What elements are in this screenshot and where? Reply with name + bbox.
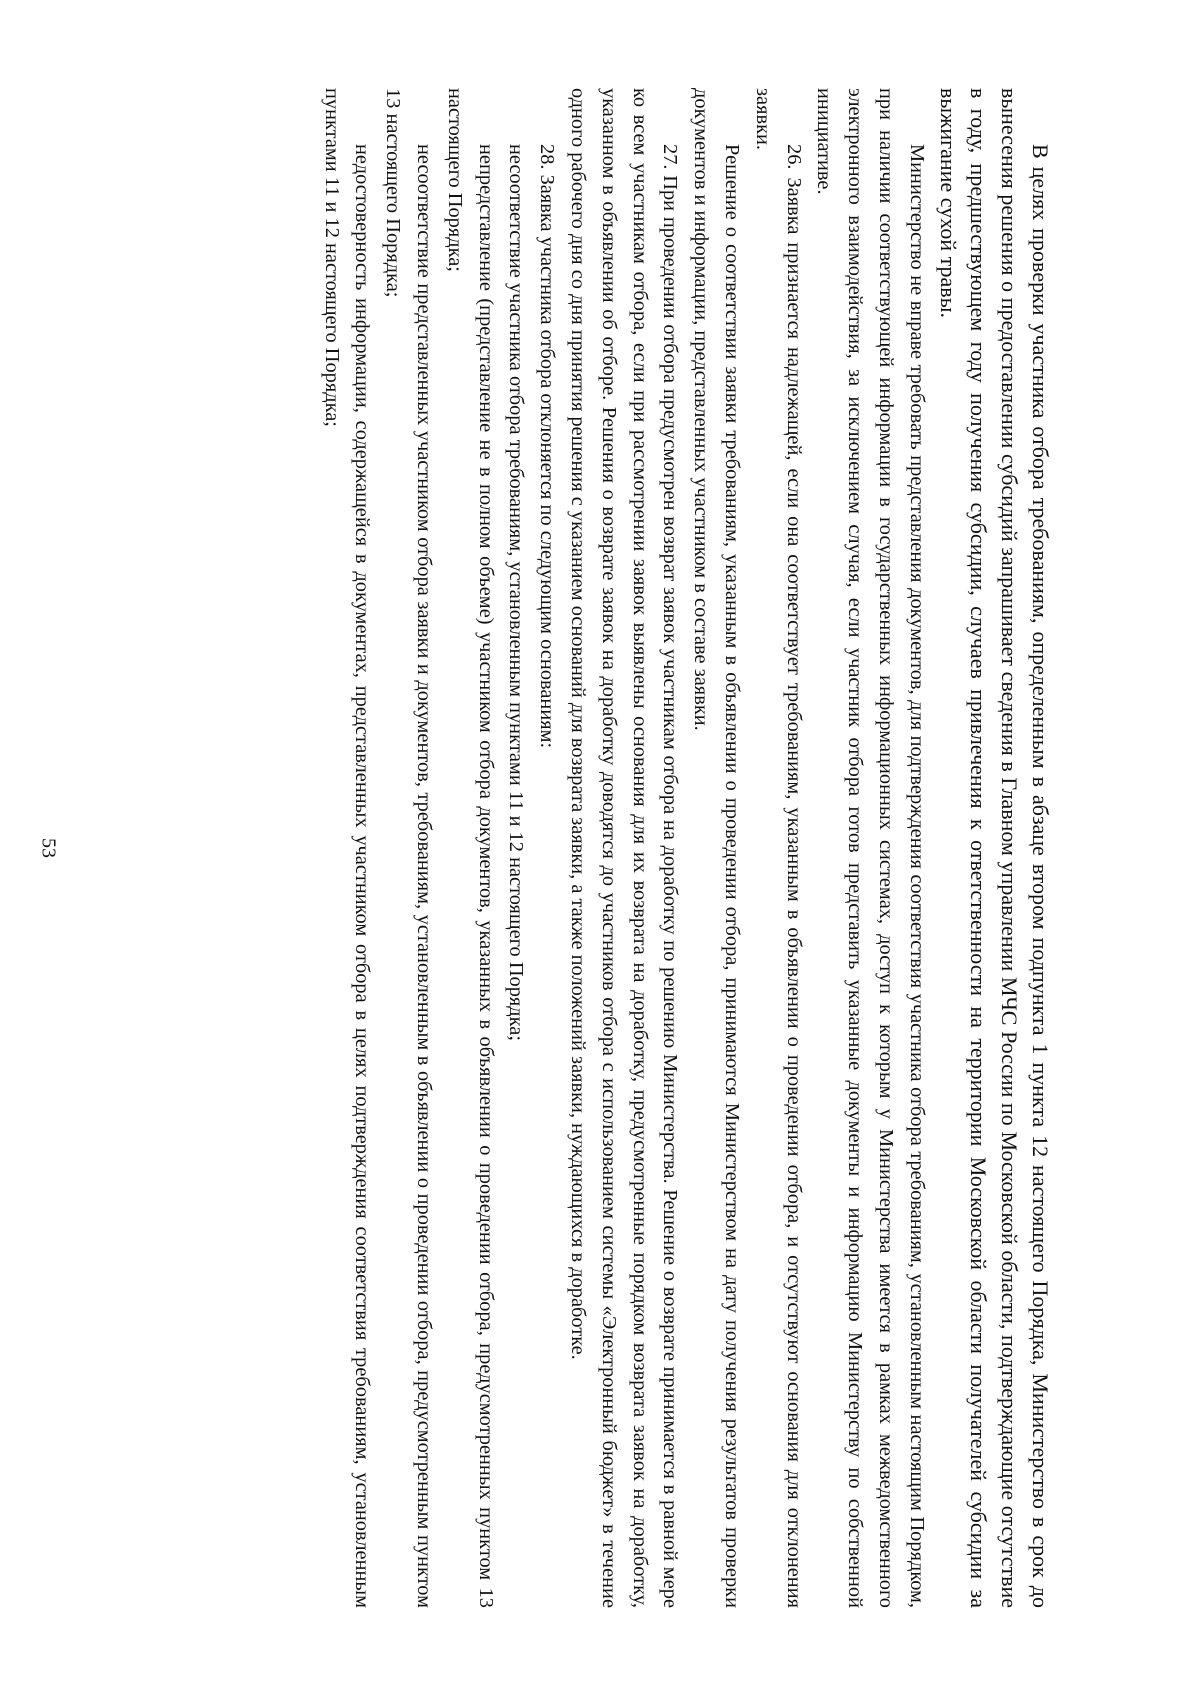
list-item-non-compliance: несоответствие представленных участником отбора заявки и документов, требованиям, установленным в объявлении о проведении отбора, предусмотренным пунктом 13 настоящего Порядка; — [382, 88, 436, 1608]
page-number: 53 — [37, 838, 60, 858]
list-item-requirements: несоответствие участника отбора требованиям, установленным пунктами 11 и 12 настоящего Порядка; — [505, 144, 528, 1041]
list-item-non-submission: непредставление (представление не в полном объеме) участником отбора документов, указанных в объявлении о проведении отбора, предусмотренных пунктом 13 настоящего Порядка; — [443, 88, 497, 1608]
document-body — [145, 88, 1055, 1608]
paragraph-26: 26. Заявка признается надлежащей, если она соответствует требованиям, указанным в объявлении о проведении отбора, и отсутствуют основания для отклонения заявки. — [751, 88, 805, 1608]
paragraph-ministry-documents: Министерство не вправе требовать представления документов, для подтверждения соответствия участника отбора требованиям, установленным настоящим Порядком, при наличии соответствующей информации в государственных информационных системах, доступ к которым у Министерства имеется в рамках межведомственного электронного взаимодействия, за исключением случая, если участник отбора готов представить указанные документы и информацию Министерству по собственной инициативе. — [813, 88, 928, 1608]
paragraph-27: 27. При проведении отбора предусмотрен возврат заявок участникам отбора на доработку по решению Министерства. Решение о возврате принимается в равной мере ко всем участникам отбора, если при рассмотрении заявок выявлены основания для их возврата на доработку, предусмотренные порядком возврата заявок на доработку, указанном в объявлении об отборе. Решения о возврате заявок на доработку доводятся до участников отбора с использованием системы «Электронный бюджет» в течение одного рабочего дня со дня принятия решения с указанием оснований для возврата заявки, а также положений заявки, нуждающихся в доработке. — [567, 88, 682, 1608]
paragraph-decision: Решение о соответствии заявки требованиям, указанным в объявлении о проведении отбора, принимаются Министерством на дату получения результатов проверки документов и информации, представленных участником в составе заявки. — [690, 88, 744, 1608]
paragraph-28: 28. Заявка участника отбора отклоняется по следующим основаниям: — [536, 144, 559, 749]
list-item-inaccuracy: недостоверность информации, содержащейся в документах, представленных участником отбора в целях подтверждения соответствия требованиям, установленным пунктами 11 и 12 настоящего Порядка; — [320, 88, 374, 1608]
paragraph-subsidy-verification: В целях проверки участника отбора требованиям, определенным в абзаце втором подпункта 1 пункта 12 настоящего Порядка, Министерство в срок до вынесения решения о предоставлении субсидий запрашивает сведения в Главном управлении МЧС России по Московской области, подтверждающие отсутствие в году, предшествующем году получения субсидии, случаев привлечения к ответственности на территории Московской области получателей субсидии за выжигание сухой травы. — [935, 88, 1053, 1608]
